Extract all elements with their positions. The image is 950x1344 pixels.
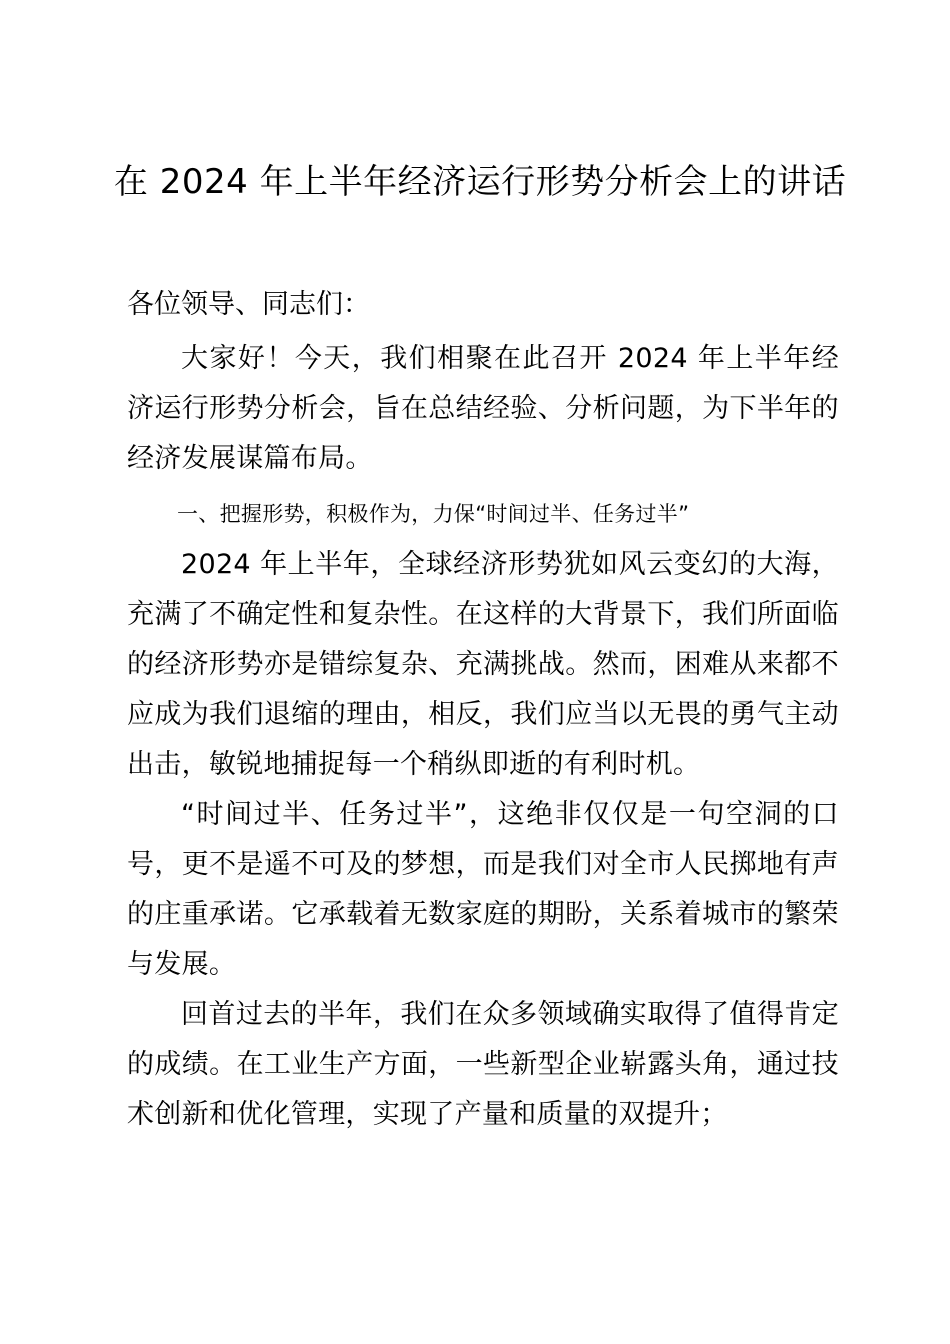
paragraph-situation: 2024 年上半年，全球经济形势犹如风云变幻的大海，充满了不确定性和复杂性。在这样的大背景下，我们所面临的经济形势亦是错综复杂、充满挑战。然而，困难从来都不应成为我们退缩的理由，相反，我们应当以无畏的勇气主动出击，敏锐地捕捉每一个稍纵即逝的有利时机。 xyxy=(127,549,839,780)
paragraph-review: 回首过去的半年，我们在众多领域确实取得了值得肯定的成绩。在工业生产方面，一些新型企业崭露头角，通过技术创新和优化管理，实现了产量和质量的双提升； xyxy=(127,999,839,1130)
section-heading: 一、把握形势，积极作为，力保“时间过半、任务过半” xyxy=(177,502,690,526)
salutation: 各位领导、同志们： xyxy=(127,289,370,320)
document-body xyxy=(127,284,839,1140)
document-title: 在 2024 年上半年经济运行形势分析会上的讲话 xyxy=(113,162,847,202)
paragraph-commitment: “时间过半、任务过半”，这绝非仅仅是一句空洞的口号，更不是遥不可及的梦想，而是我们对全市人民掷地有声的庄重承诺。它承载着无数家庭的期盼，关系着城市的繁荣与发展。 xyxy=(127,799,839,980)
paragraph-opening: 大家好！今天，我们相聚在此召开 2024 年上半年经济运行形势分析会，旨在总结经验、分析问题，为下半年的经济发展谋篇布局。 xyxy=(127,343,839,474)
